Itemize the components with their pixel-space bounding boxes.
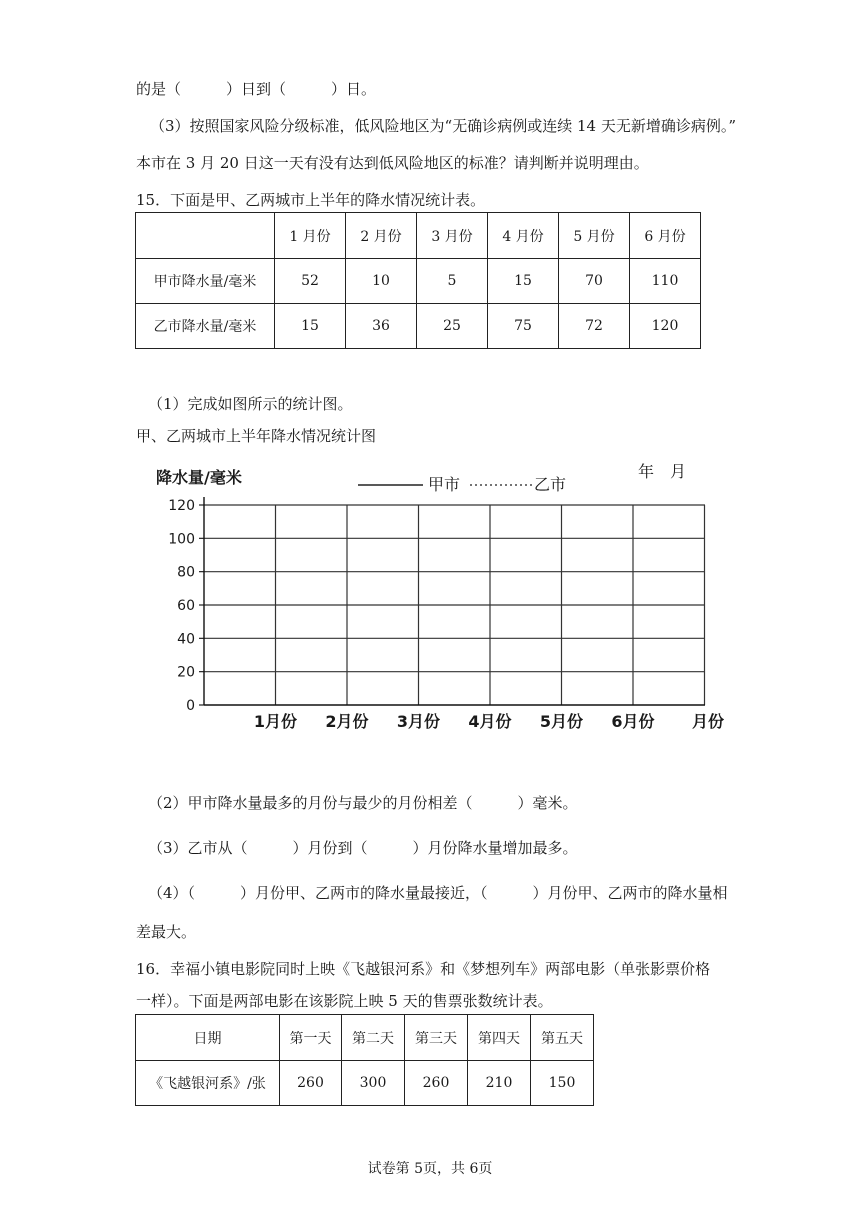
- table-15-row-label: 甲市降水量/毫米: [136, 259, 275, 304]
- chart-ticks: [168, 498, 654, 731]
- table-15-header-cell: 4 月份: [488, 213, 559, 259]
- table-15-row-label: 乙市降水量/毫米: [136, 304, 275, 349]
- text-line-3: 本市在 3 月 20 日这一天有没有达到低风险地区的标准？请判断并说明理由。: [136, 154, 649, 172]
- page-footer: 试卷第 5页，共 6页: [367, 1161, 493, 1177]
- table-15-row-jia: [136, 259, 701, 304]
- table-16-cell: 150: [531, 1061, 594, 1106]
- table-15-header-cell: 5 月份: [559, 213, 630, 259]
- table-15-cell: 70: [559, 259, 630, 304]
- x-tick-label: 4月份: [468, 712, 512, 731]
- table-15-header-cell: [136, 213, 275, 259]
- table-16-cell: 260: [280, 1061, 342, 1106]
- subquestion-4-cont: 差最大。: [136, 923, 197, 941]
- subquestion-3: （3）乙市从（ ）月份到（ ）月份降水量增加最多。: [148, 839, 578, 857]
- x-tick-label: 2月份: [325, 712, 369, 731]
- table-16-cell: 260: [405, 1061, 468, 1106]
- subquestion-1: （1）完成如图所示的统计图。: [148, 395, 353, 413]
- x-tick-label: 5月份: [539, 712, 584, 731]
- chart-date-label: 年 月: [638, 462, 687, 481]
- question-16-stem: 16．幸福小镇电影院同时上映《飞越银河系》和《梦想列车》两部电影（单张影票价格: [136, 960, 711, 978]
- table-15-row-yi: [136, 304, 701, 349]
- table-16-header-cell: 日期: [136, 1015, 280, 1061]
- table-15-cell: 25: [417, 304, 488, 349]
- rainfall-line-chart: [148, 455, 738, 745]
- text-line-2: （3）按照国家风险分级标准，低风险地区为“无确诊病例或连续 14 天无新增确诊病例。”: [150, 117, 737, 135]
- table-16-header-cell: 第一天: [280, 1015, 342, 1061]
- table-15-header-cell: 1 月份: [275, 213, 346, 259]
- table-16-header-cell: 第四天: [468, 1015, 531, 1061]
- text-line-1: 的是（ ）日到（ ）日。: [136, 80, 377, 98]
- table-15-header-cell: 3 月份: [417, 213, 488, 259]
- table-15-header-cell: 2 月份: [346, 213, 417, 259]
- legend-label-jia: 甲市: [428, 475, 461, 494]
- table-15-cell: 75: [488, 304, 559, 349]
- legend-label-yi: 乙市: [534, 475, 567, 494]
- y-tick-label: 60: [177, 598, 195, 614]
- table-15-cell: 15: [275, 304, 346, 349]
- y-tick-label: 100: [168, 531, 195, 548]
- subquestion-4: （4）（ ）月份甲、乙两市的降水量最接近，（ ）月份甲、乙两市的降水量相: [148, 884, 728, 902]
- table-15-cell: 110: [630, 259, 701, 304]
- table-15-cell: 52: [275, 259, 346, 304]
- chart-grid: [199, 497, 705, 705]
- y-tick-label: 20: [177, 664, 195, 681]
- table-16-row: [136, 1061, 594, 1106]
- y-tick-label: 80: [177, 564, 195, 581]
- table-16-row-label: 《飞越银河系》/张: [136, 1061, 280, 1106]
- table-16-cell: 300: [342, 1061, 405, 1106]
- y-tick-label: 40: [177, 631, 195, 648]
- table-16-header-cell: 第五天: [531, 1015, 594, 1061]
- x-tick-label: 1月份: [253, 712, 298, 731]
- table-15-cell: 5: [417, 259, 488, 304]
- y-tick-label: 0: [186, 698, 195, 714]
- table-15-cell: 36: [346, 304, 417, 349]
- x-tick-label: 6月份: [611, 712, 655, 731]
- table-16-header-cell: 第三天: [405, 1015, 468, 1061]
- y-tick-label: 120: [168, 498, 195, 514]
- table-15-cell: 72: [559, 304, 630, 349]
- chart-caption: 甲、乙两城市上半年降水情况统计图: [136, 427, 377, 445]
- y-axis-label: 降水量/毫米: [156, 468, 242, 487]
- question-15-stem: 15．下面是甲、乙两城市上半年的降水情况统计表。: [136, 191, 486, 209]
- table-16-header-row: [136, 1015, 594, 1061]
- table-15: [135, 212, 701, 349]
- table-15-header-row: [136, 213, 701, 259]
- table-16: [135, 1014, 594, 1106]
- x-axis-label: 月份: [692, 712, 725, 731]
- subquestion-2: （2）甲市降水量最多的月份与最少的月份相差（ ）毫米。: [148, 794, 578, 812]
- x-tick-label: 3月份: [396, 712, 441, 731]
- table-15-header-cell: 6 月份: [630, 213, 701, 259]
- table-15-cell: 10: [346, 259, 417, 304]
- table-15-cell: 15: [488, 259, 559, 304]
- table-16-header-cell: 第二天: [342, 1015, 405, 1061]
- question-16-stem-cont: 一样）。下面是两部电影在该影院上映 5 天的售票张数统计表。: [136, 992, 553, 1010]
- table-15-cell: 120: [630, 304, 701, 349]
- table-16-cell: 210: [468, 1061, 531, 1106]
